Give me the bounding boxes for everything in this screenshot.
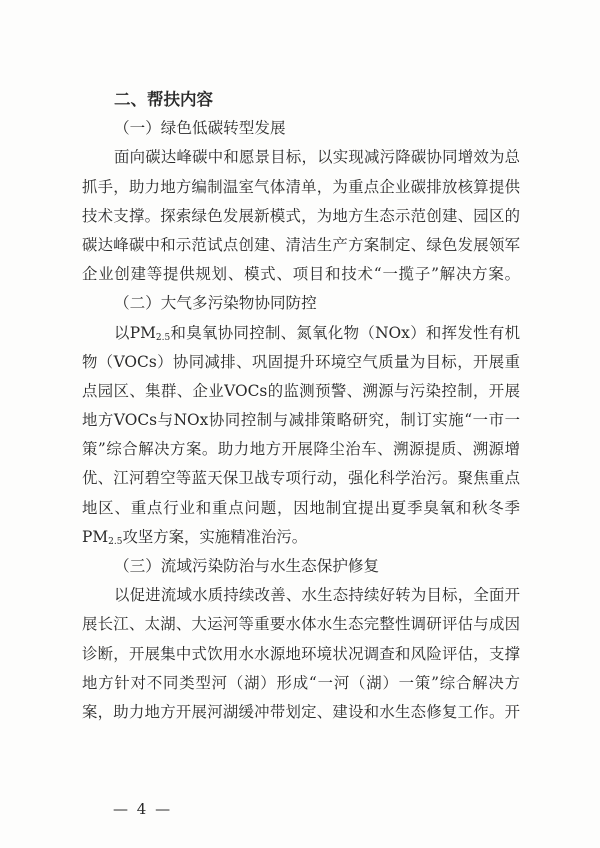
text-run: 碳达峰碳中和示范试点创建、清洁生产方案制定、绿色发展领军 xyxy=(82,235,520,254)
text-run: 物（VOCs）协同减排、巩固提升环境空气质量为目标，开展重 xyxy=(82,352,520,371)
text-run: （一）绿色低碳转型发展 xyxy=(114,119,286,138)
text-run: 案，助力地方开展河湖缓冲带划定、建设和水生态修复工作。开 xyxy=(82,702,520,721)
paragraph-line xyxy=(82,406,520,435)
paragraph-line xyxy=(82,319,520,348)
paragraph-line xyxy=(82,698,520,727)
text-run: 以促进流域水质持续改善、水生态持续好转为目标，全面开 xyxy=(114,586,520,605)
paragraph-line xyxy=(82,377,520,406)
paragraph-line xyxy=(82,348,520,377)
text-run: 策”综合解决方案。助力地方开展降尘治车、溯源提质、溯源增 xyxy=(82,440,520,459)
text-run: 点园区、集群、企业VOCs的监测预警、溯源与污染控制，开展 xyxy=(82,381,520,400)
text-run: 企业创建等提供规划、模式、项目和技术“一揽子”解决方案。 xyxy=(82,265,520,284)
text-run: 展长江、太湖、大运河等重要水体水生态完整性调研评估与成因 xyxy=(82,615,520,634)
paragraph-line xyxy=(82,260,520,289)
paragraph-line xyxy=(82,231,520,260)
text-run: 地方针对不同类型河（湖）形成“一河（湖）一策”综合解决方 xyxy=(82,673,520,692)
paragraph-line xyxy=(82,640,520,669)
paragraph-line xyxy=(82,581,520,610)
paragraph-line xyxy=(82,173,520,202)
paragraph-line xyxy=(82,435,520,464)
paragraph-line xyxy=(82,143,520,172)
paragraph-line xyxy=(82,464,520,493)
paragraph-line xyxy=(82,202,520,231)
text-run: （三）流域污染防治与水生态保护修复 xyxy=(114,557,380,575)
text-run: 技术支撑。探索绿色发展新模式，为地方生态示范创建、园区的 xyxy=(82,206,520,225)
paragraph-line xyxy=(82,494,520,523)
document-body xyxy=(82,85,520,727)
text-run: 地区、重点行业和重点问题，因地制宜提出夏季臭氧和秋冬季 xyxy=(82,498,520,517)
section-heading xyxy=(82,85,520,114)
subscript: 2.5 xyxy=(155,332,171,343)
text-run: 诊断，开展集中式饮用水水源地环境状况调查和风险评估，支撑 xyxy=(82,644,520,663)
page-number: — 4 — xyxy=(113,800,173,818)
paragraph-line xyxy=(82,523,520,552)
paragraph-line xyxy=(82,669,520,698)
text-run: PM xyxy=(82,527,109,546)
text-run: 以PM xyxy=(114,323,156,342)
text-run: 攻坚方案，实施精准治污。 xyxy=(122,527,308,546)
text-run: 地方VOCs与NOx协同控制与减排策略研究，制订实施“一市一 xyxy=(82,411,520,430)
subsection-heading xyxy=(82,114,520,143)
text-run: 面向碳达峰碳中和愿景目标，以实现减污降碳协同增效为总 xyxy=(114,148,520,167)
text-run: 抓手，助力地方编制温室气体清单，为重点企业碳排放核算提供 xyxy=(82,177,520,196)
paragraph-line xyxy=(82,610,520,639)
text-run: （二）大气多污染物协同防控 xyxy=(114,294,317,313)
text-run: 和臭氧协同控制、氮氧化物（NOx）和挥发性有机 xyxy=(170,323,520,342)
subsection-heading xyxy=(82,289,520,318)
text-run: 二、帮扶内容 xyxy=(114,90,213,109)
text-run: 优、江河碧空等蓝天保卫战专项行动，强化科学治污。聚焦重点 xyxy=(82,469,520,488)
subsection-heading xyxy=(82,552,520,581)
subscript: 2.5 xyxy=(108,536,123,547)
